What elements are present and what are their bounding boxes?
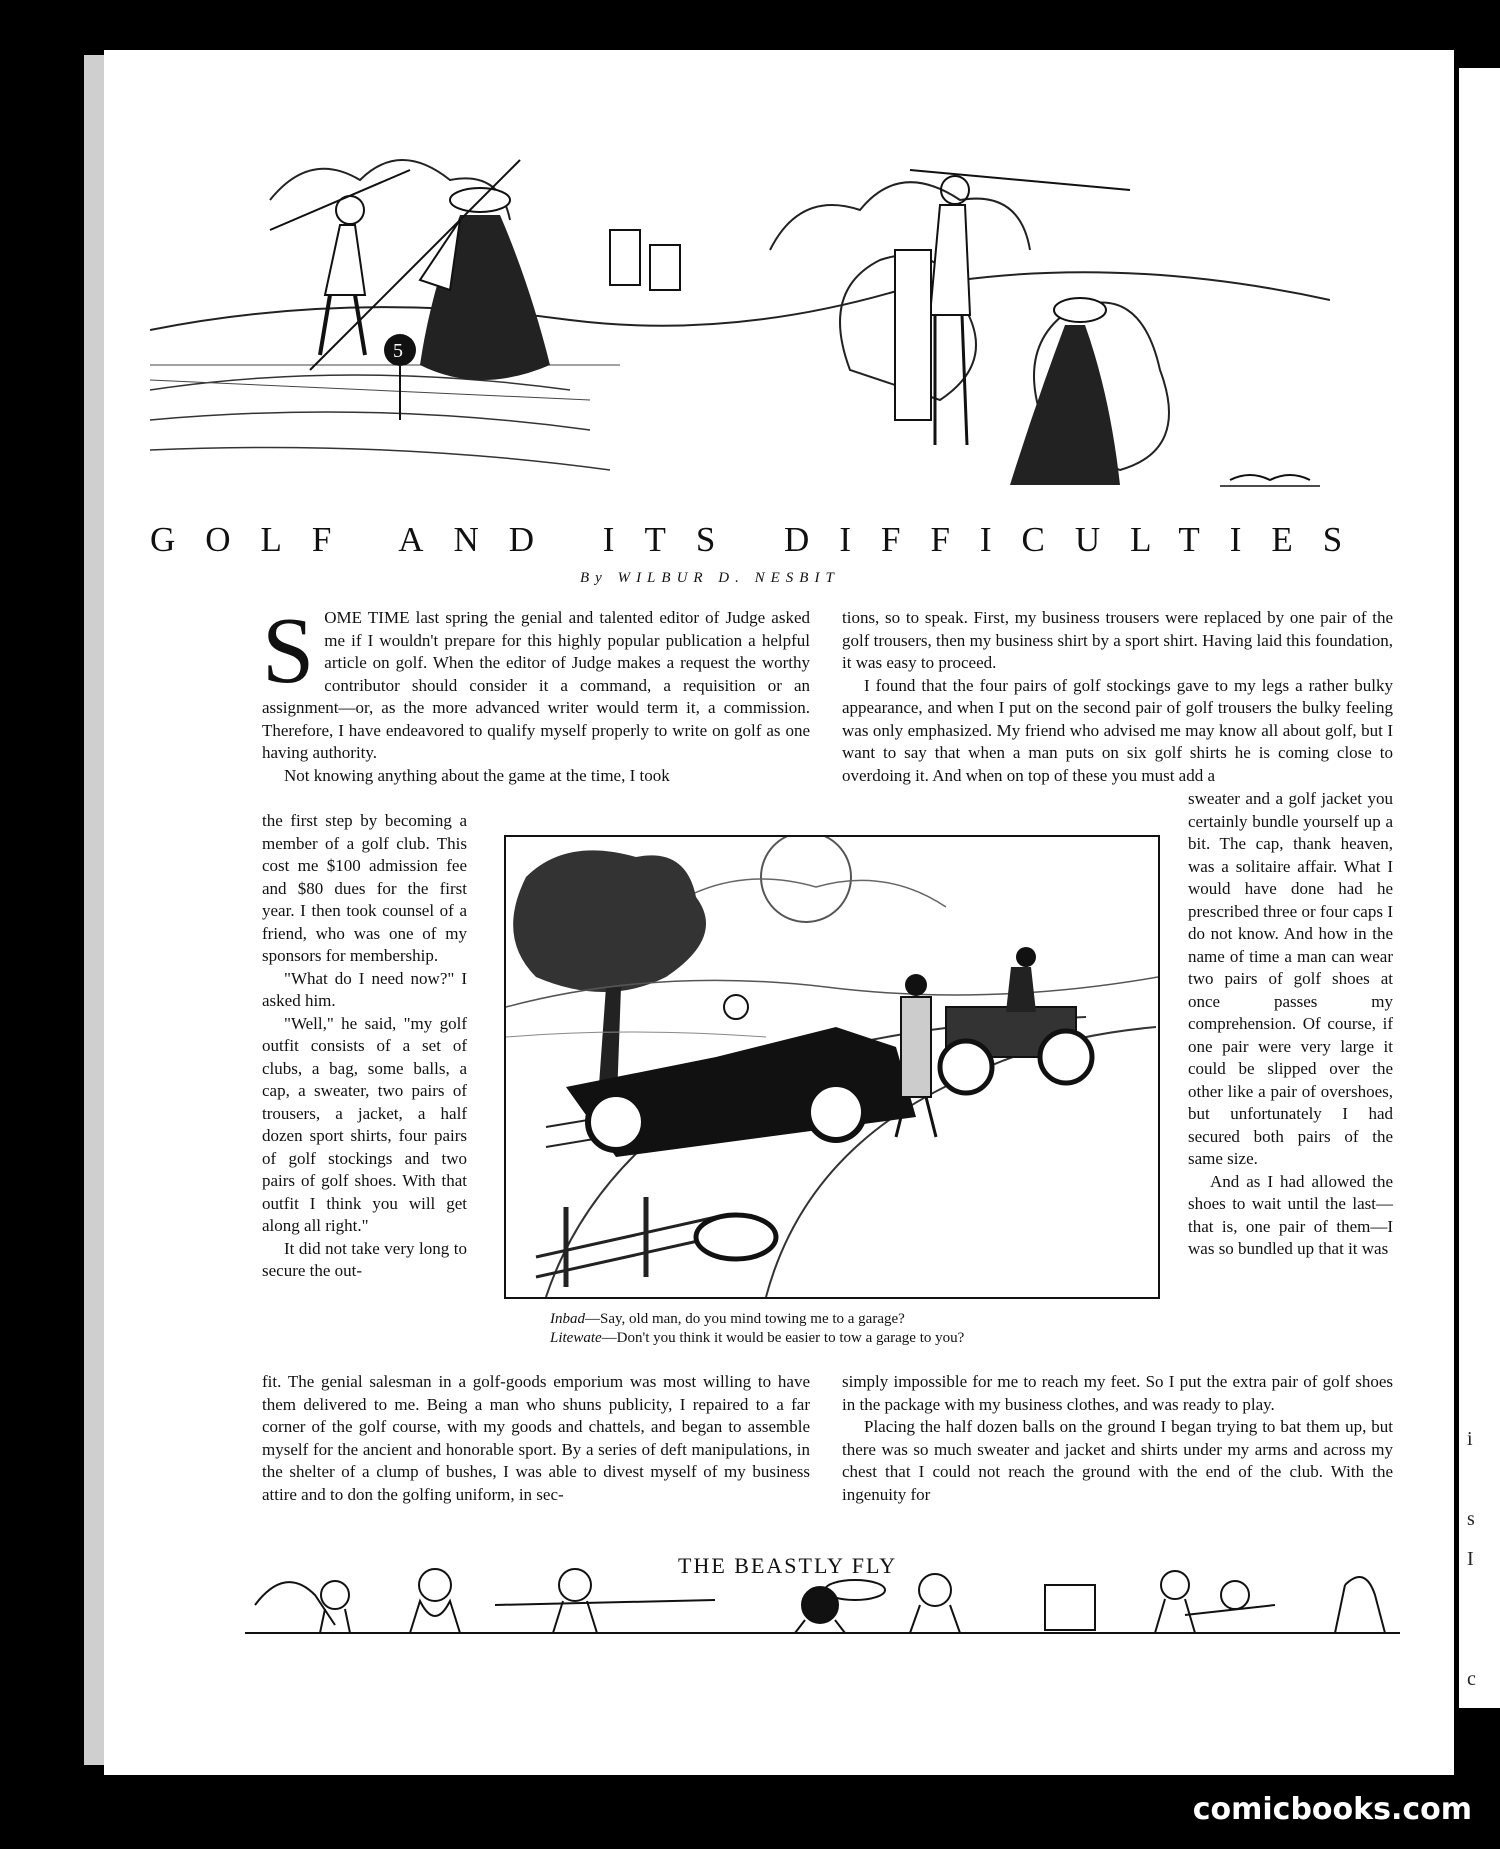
paragraph: I found that the four pairs of golf stockings gave to my legs a rather bulky appearance, and when I put on the second pair of golf trousers the bulky feeling was only emphasized. My friend who advised me may know all about golf, but I want to say that when a man puts on six golf shirts he is coming close to overdoing it. And when on top of these you must add a [842, 675, 1393, 785]
drop-cap: S [262, 599, 315, 703]
column-1-narrow [262, 810, 467, 1283]
article-title: GOLF AND ITS DIFFICULTIES [150, 520, 1373, 559]
paragraph: sweater and a golf jacket you certainly bundle yourself up a bit. The cap, thank heaven, was a solitaire affair. What I would have done had he prescribed three or four caps I do not know. And how in the name of time a man can wear two pairs of golf shoes at once passes my comprehension. Of course, if one pair were very large it could be slipped over the other like a pair of overshoes, but unfortunately I had secured both pairs of the same size. [1188, 789, 1393, 1168]
paragraph: Placing the half dozen balls on the ground I began trying to bat them up, but there was so much sweater and jacket and shirts under my arms and across my chest that I could not reach the ground with the end of the club. With the ingenuity for [842, 1417, 1393, 1504]
car-towing-illustration [504, 835, 1160, 1299]
caption-text-1: —Say, old man, do you mind towing me to a garage? [585, 1311, 905, 1327]
column-1-top [262, 599, 810, 787]
caption-text-2: —Don't you think it would be easier to tow a garage to you? [601, 1330, 965, 1346]
book-spine [84, 55, 106, 1765]
paragraph: Not knowing anything about the game at the time, I took [284, 765, 670, 785]
paragraph: tions, so to speak. First, my business trousers were replaced by one pair of the golf trousers, then my business shirt by a sport shirt. Having laid this foundation, it was easy to proceed. [842, 608, 1393, 672]
paragraph: simply impossible for me to reach my feet. So I put the extra pair of golf shoes in the package with my business clothes, and was ready to play. [842, 1372, 1393, 1414]
caption-speaker-2: Litewate [550, 1330, 602, 1346]
paragraph: And as I had allowed the shoes to wait until the last—that is, one pair of them—I was so bundled up that it was [1188, 1171, 1393, 1258]
strip-title: THE BEASTLY FLY [678, 1553, 898, 1578]
paragraph: "Well," he said, "my golf outfit consists of a set of clubs, a bag, some balls, a cap, a sweater, two pairs of trousers, a jacket, a half dozen sport shirts, four pairs of golf stockings and two pairs of golf shoes. With that outfit I think you will get along all right." [262, 1013, 467, 1235]
article-byline: By WILBUR D. NESBIT [580, 570, 840, 586]
watermark: comicbooks.com [1192, 1792, 1472, 1827]
caption-line-2 [550, 1329, 1130, 1348]
hole-flag-number: 5 [393, 340, 403, 362]
column-2-bottom [842, 1371, 1393, 1506]
column-2-top [842, 607, 1393, 787]
column-2-narrow [1188, 788, 1393, 1261]
paragraph: OME TIME last spring the genial and talented editor of Judge asked me if I wouldn't prepare for this highly popular publication a helpful article on golf. When the editor of Judge makes a request the worthy contributor should consider it a command, a requisition or an assignment—or, as the more advanced writer would term it, a commission. Therefore, I have endeavored to qualify myself properly to write on golf as one having authority. [262, 608, 810, 762]
paragraph: the first step by becoming a member of a golf club. This cost me $100 admission fee and $80 dues for the first year. I then took counsel of a friend, who was one of my sponsors for membership. [262, 811, 467, 965]
caption-line-1 [550, 1310, 1130, 1329]
golf-header-illustration [150, 130, 1330, 500]
paragraph: "What do I need now?" I asked him. [262, 968, 467, 1010]
paragraph: fit. The genial salesman in a golf-goods emporium was most willing to have them delivered to me. Being a man who shuns publicity, I repaired to a far corner of the golf course, with my goods and chattels, and began to assemble myself for the ancient and honorable sport. By a series of deft manipulations, in the shelter of a clump of bushes, I was able to divest myself of my business attire and to don the golfing uniform, in sec- [262, 1372, 810, 1504]
column-1-bottom [262, 1371, 810, 1506]
caption-speaker-1: Inbad [550, 1311, 585, 1327]
adjacent-page-edge: i s I c [1459, 68, 1500, 1708]
illustration-caption [550, 1310, 1130, 1348]
paragraph: It did not take very long to secure the out- [262, 1238, 467, 1280]
